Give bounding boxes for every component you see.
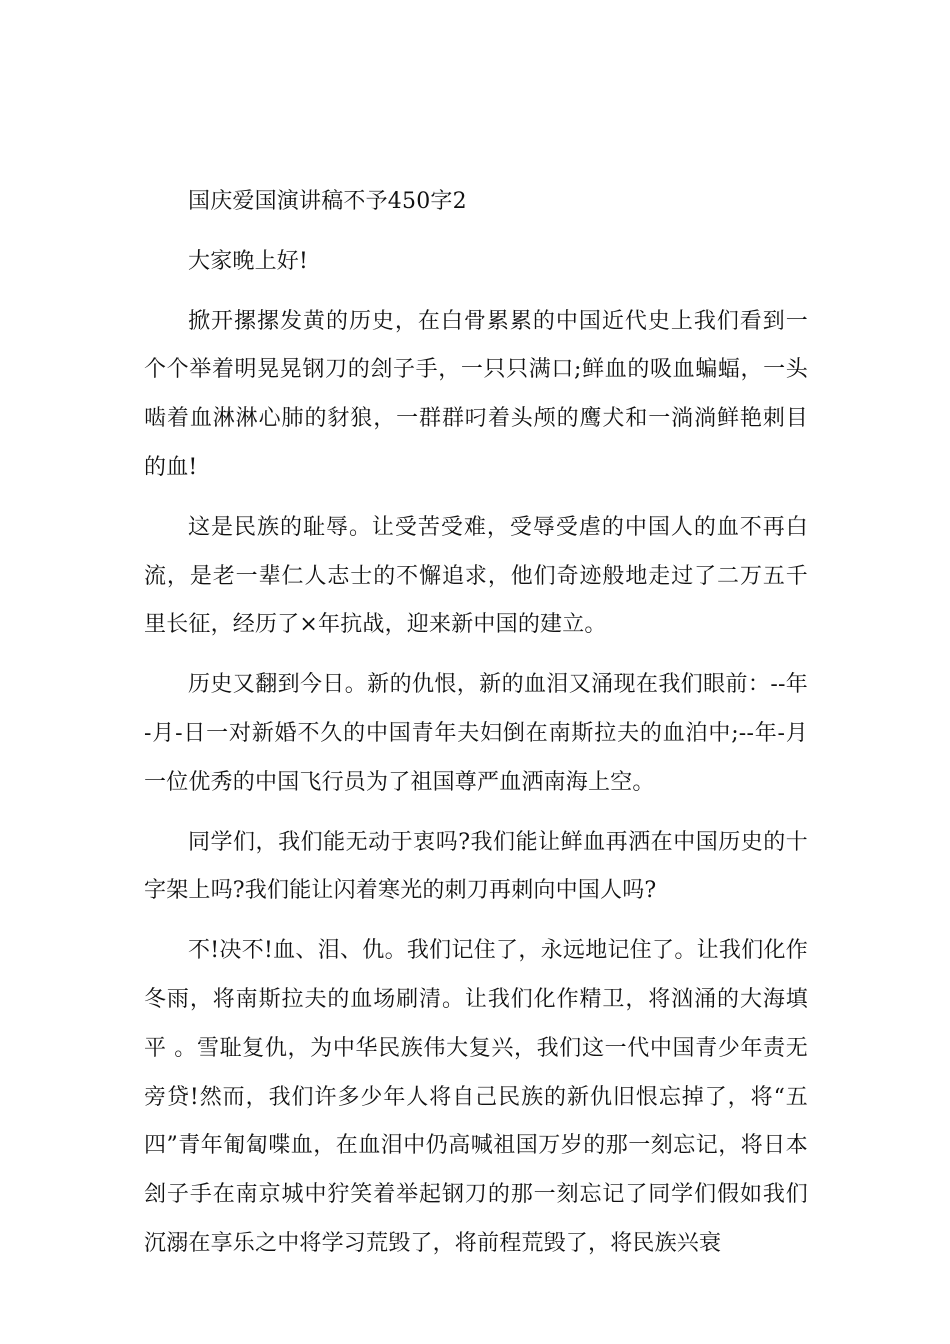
body-paragraph-3: 历史又翻到今日。新的仇恨，新的血泪又涌现在我们眼前：--年-月-日一对新婚不久的中国青年夫妇倒在南斯拉夫的血泊中;--年-月一位优秀的中国飞行员为了祖国尊严血洒南海上空。	[144, 672, 808, 795]
body-paragraph-5: 不!决不!血、泪、仇。我们记住了，永远地记住了。让我们化作冬雨，将南斯拉夫的血场刷清。让我们化作精卫，将汹涌的大海填平 。雪耻复仇，为中华民族伟大复兴，我们这一代中国青少年责无旁贷!然而，我们许多少年人将自己民族的新仇旧恨忘掉了，将“五四”青年匍匐喋血，在血泪中仍高喊祖国万岁的那一刻忘记，将日本刽子手在南京城中狞笑着举起钢刀的那一刻忘记了同学们假如我们沉溺在享乐之中将学习荒毁了，将前程荒毁了，将民族兴衰	[144, 938, 808, 1256]
document-body	[144, 178, 808, 1269]
body-paragraph-1: 掀开摞摞发黄的历史，在白骨累累的中国近代史上我们看到一个个举着明晃晃钢刀的刽子手，一只只满口;鲜血的吸血蝙蝠，一头啮着血淋淋心肺的豺狼，一群群叼着头颅的鹰犬和一淌淌鲜艳刺目的血!	[144, 308, 808, 480]
body-paragraph-2: 这是民族的耻辱。让受苦受难，受辱受虐的中国人的血不再白流，是老一辈仁人志士的不懈追求，他们奇迹般地走过了二万五千里长征，经历了×年抗战，迎来新中国的建立。	[144, 514, 808, 638]
greeting-paragraph: 大家晚上好!	[188, 248, 309, 274]
document-title: 国庆爱国演讲稿不予450字2	[188, 189, 467, 214]
body-paragraph-4: 同学们，我们能无动于衷吗?我们能让鲜血再洒在中国历史的十字架上吗?我们能让闪着寒光的刺刀再刺向中国人吗?	[144, 829, 808, 904]
